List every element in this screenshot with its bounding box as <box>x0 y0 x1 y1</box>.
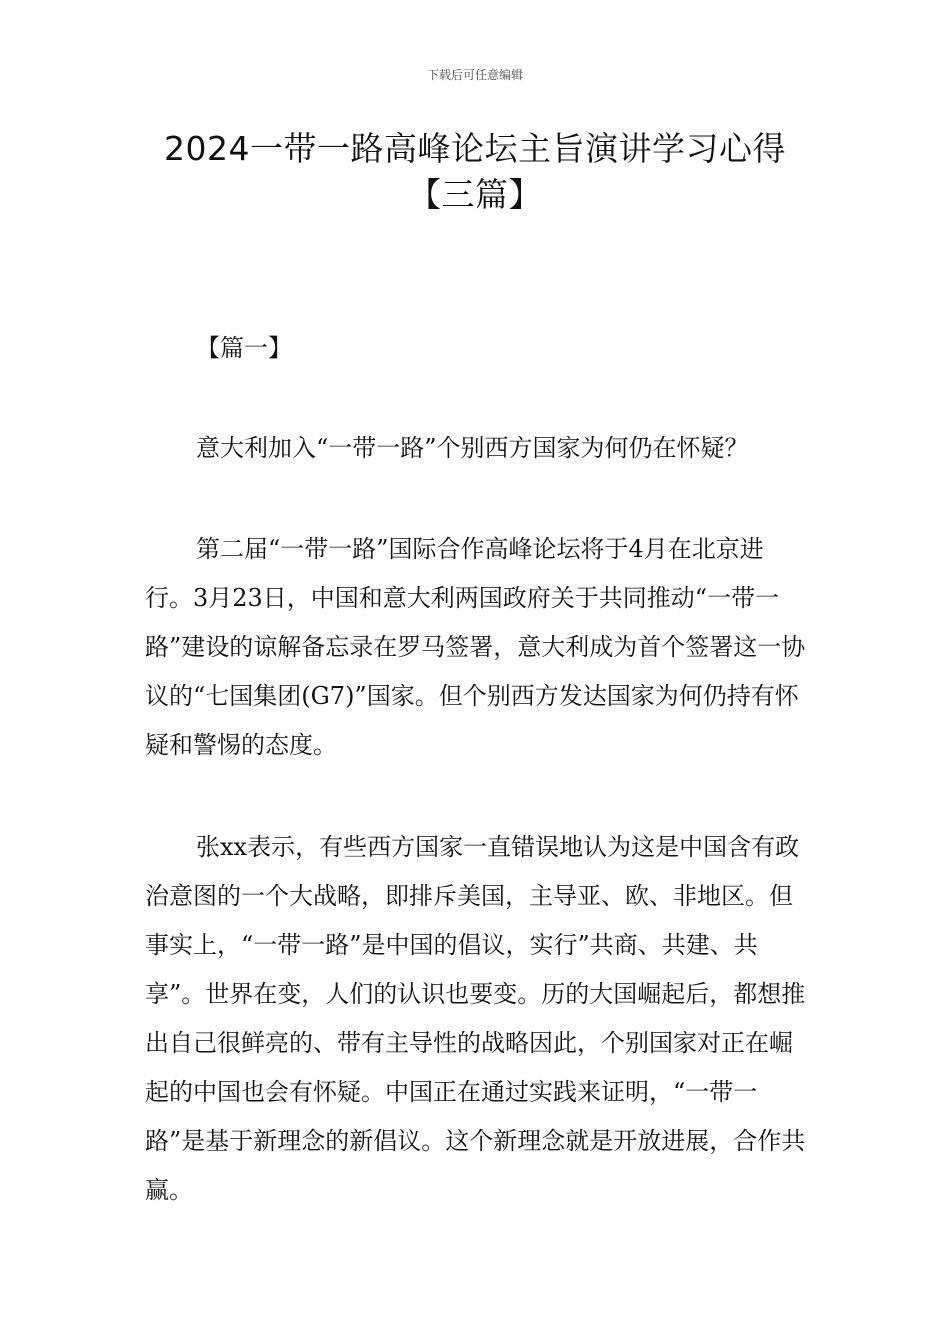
paragraph-question: 意大利加入“一带一路”个别西方国家为何仍在怀疑？ <box>196 434 749 462</box>
title-line-1: 2024一带一路高峰论坛主旨演讲学习心得 <box>164 129 786 168</box>
paragraph-commentary: 张xx表示，有些西方国家一直错误地认为这是中国含有政治意图的一个大战略，即排斥美国，主导亚、欧、非地区。但事实上，“一带一路”是中国的倡议，实行”共商、共建、共享”。世界在变，人们的认识也要变。历的大国崛起后，都想推出自己很鲜亮的、带有主导性的战略因此，个别国家对正在崛起的中国也会有怀疑。中国正在通过实践来证明，“一带一路”是基于新理念的新倡议。这个新理念就是开放进展，合作共赢。 <box>145 833 806 1204</box>
header-note: 下载后可任意编辑 <box>426 68 523 82</box>
paragraph-forum: 第二届“一带一路”国际合作高峰论坛将于4月在北京进行。3月23日，中国和意大利两国政府关于共同推动“一带一路”建设的谅解备忘录在罗马签署，意大利成为首个签署这一协议的“七国集团(G7)”国家。但个别西方发达国家为何仍持有怀疑和警惕的态度。 <box>145 535 806 759</box>
section-heading: 【篇一】 <box>196 334 292 362</box>
title-line-2: 【三篇】 <box>408 175 542 214</box>
document-title <box>60 126 890 218</box>
